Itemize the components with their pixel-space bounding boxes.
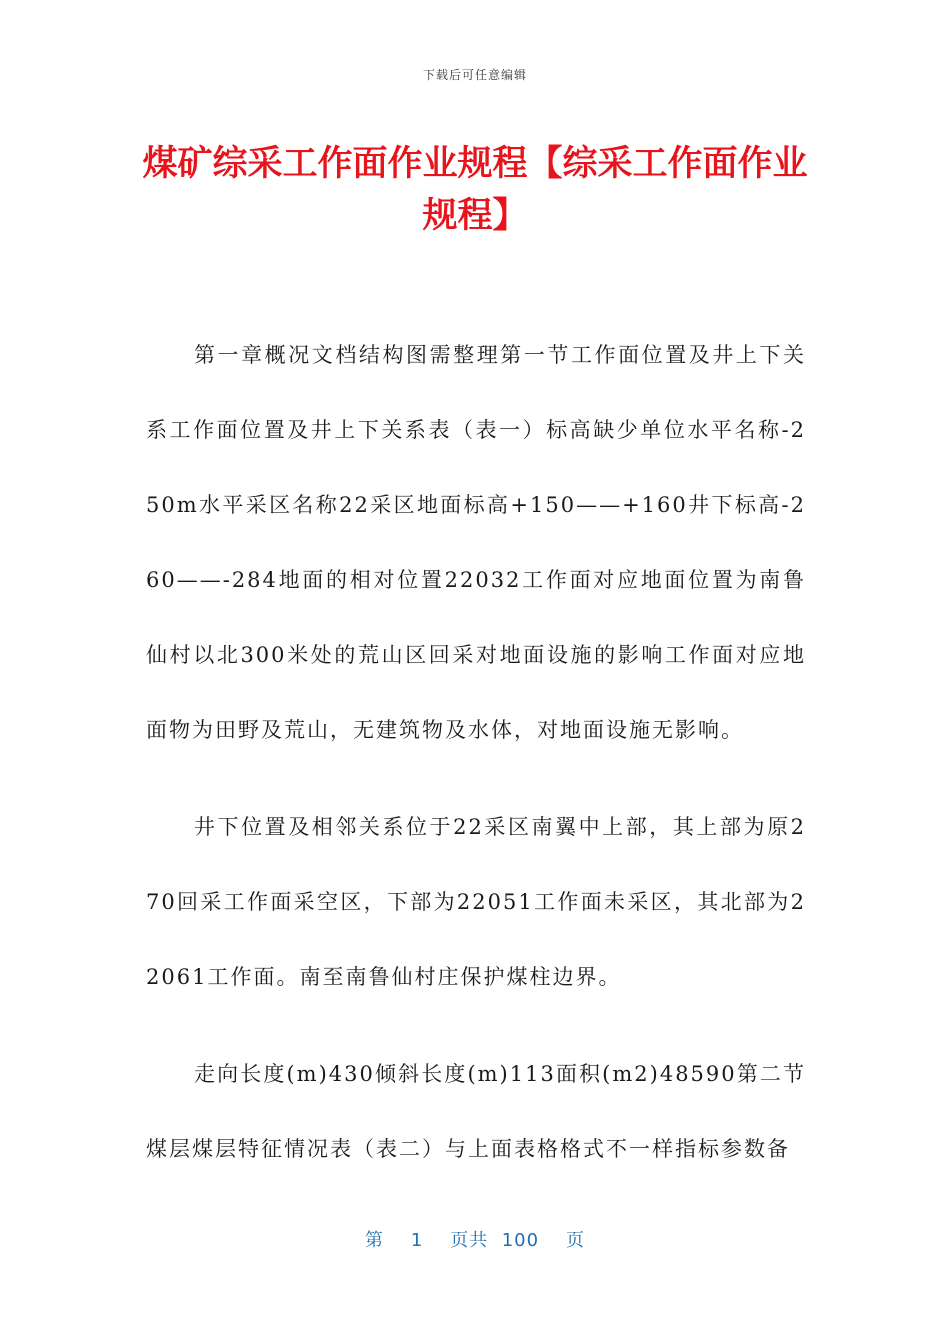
footer-suffix: 页	[565, 1230, 585, 1251]
document-body	[146, 318, 806, 1209]
paragraph-underground-location: 井下位置及相邻关系位于22采区南翼中上部，其上部为原270回采工作面采空区，下部为22051工作面未采区，其北部为22061工作面。南至南鲁仙村庄保护煤柱边界。	[146, 815, 806, 989]
footer-middle: 页共	[450, 1230, 489, 1251]
paragraph-overview: 第一章概况文档结构图需整理第一节工作面位置及井上下关系工作面位置及井上下关系表（表一）标高缺少单位水平名称-250m水平采区名称22采区地面标高+150——+160井下标高-260——-284地面的相对位置22032工作面对应地面位置为南鲁仙村以北300米处的荒山区回采对地面设施的影响工作面对应地面物为田野及荒山，无建筑物及水体，对地面设施无影响。	[146, 343, 806, 742]
page-footer	[0, 1226, 950, 1252]
footer-prefix: 第	[365, 1230, 385, 1251]
header-note: 下载后可任意编辑	[422, 68, 527, 82]
document-title: 煤矿综采工作面作业规程【综采工作面作业规程】	[142, 144, 808, 236]
footer-total-pages: 100	[501, 1230, 540, 1251]
footer-page-number: 1	[410, 1230, 424, 1251]
paragraph-dimensions: 走向长度(m)430倾斜长度(m)113面积(m2)48590第二节煤层煤层特征情况表（表二）与上面表格格式不一样指标参数备	[146, 1062, 806, 1161]
